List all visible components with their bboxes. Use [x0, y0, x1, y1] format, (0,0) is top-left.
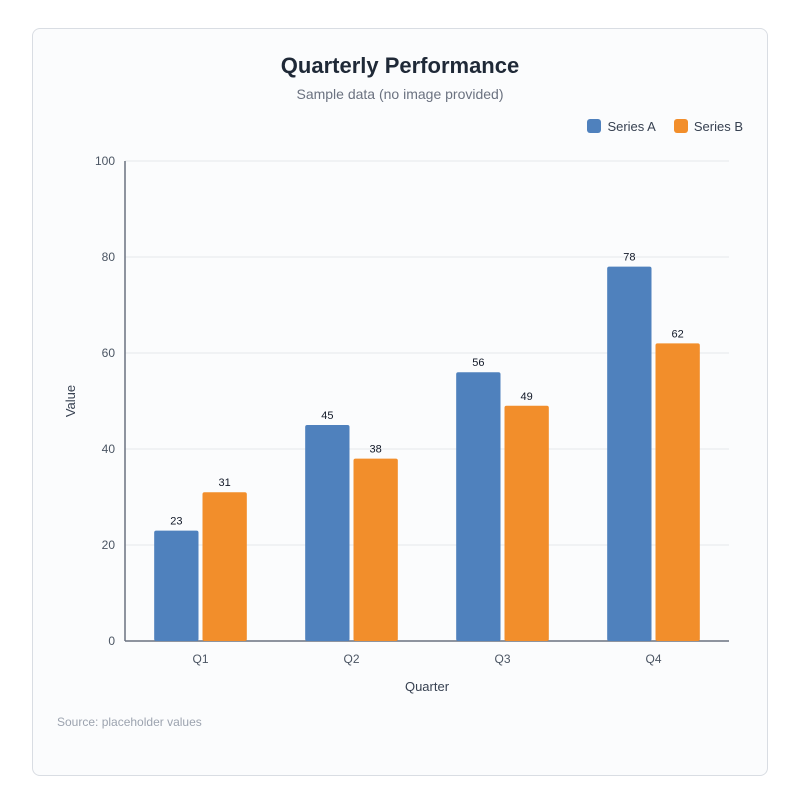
legend-label-series-a: Series A: [607, 118, 656, 134]
data-label: 45: [321, 410, 334, 422]
y-axis-title: Value: [63, 384, 78, 418]
y-tick-label: 80: [101, 250, 115, 264]
bar-series-a-q1[interactable]: [154, 531, 198, 641]
data-label: 31: [218, 477, 231, 490]
bar-series-a-q2[interactable]: [305, 425, 349, 641]
bar-series-b-q2[interactable]: [354, 459, 398, 641]
chart-footnote: Source: placeholder values: [57, 715, 202, 729]
x-tick-label: Q4: [645, 652, 662, 666]
y-tick-label: 0: [108, 634, 115, 648]
y-tick-label: 40: [101, 442, 115, 456]
data-label: 62: [671, 328, 684, 341]
x-tick-label: Q2: [343, 652, 360, 666]
x-tick-label: Q3: [494, 652, 511, 666]
chart-title: Quarterly Performance: [280, 53, 520, 78]
legend-label-series-b: Series B: [693, 118, 743, 134]
plot-area: [57, 145, 745, 705]
bar-series-a-q4[interactable]: [607, 267, 651, 641]
chart-card: [32, 28, 768, 776]
x-tick-label: Q1: [192, 652, 209, 666]
data-label: 56: [472, 357, 485, 370]
legend-swatch-series-b: [674, 119, 688, 133]
chart-subtitle: Sample data (no image provided): [296, 86, 504, 102]
data-label: 23: [170, 515, 183, 528]
chart-legend: [57, 113, 743, 139]
data-label: 78: [623, 251, 636, 264]
x-axis-title: Quarter: [404, 679, 450, 694]
data-label: 38: [369, 443, 382, 456]
bar-series-a-q3[interactable]: [456, 372, 500, 641]
y-tick-label: 60: [101, 346, 115, 360]
legend-item-series-b[interactable]: [674, 119, 743, 134]
data-label: 49: [520, 390, 533, 403]
bar-series-b-q1[interactable]: [203, 492, 247, 641]
bar-series-b-q4[interactable]: [656, 343, 700, 641]
legend-swatch-series-a: [587, 119, 601, 133]
bar-series-b-q3[interactable]: [505, 406, 549, 641]
y-tick-label: 20: [101, 538, 115, 552]
y-tick-label: 100: [94, 154, 115, 168]
legend-item-series-a[interactable]: [587, 119, 655, 134]
bar-chart: [57, 145, 745, 705]
